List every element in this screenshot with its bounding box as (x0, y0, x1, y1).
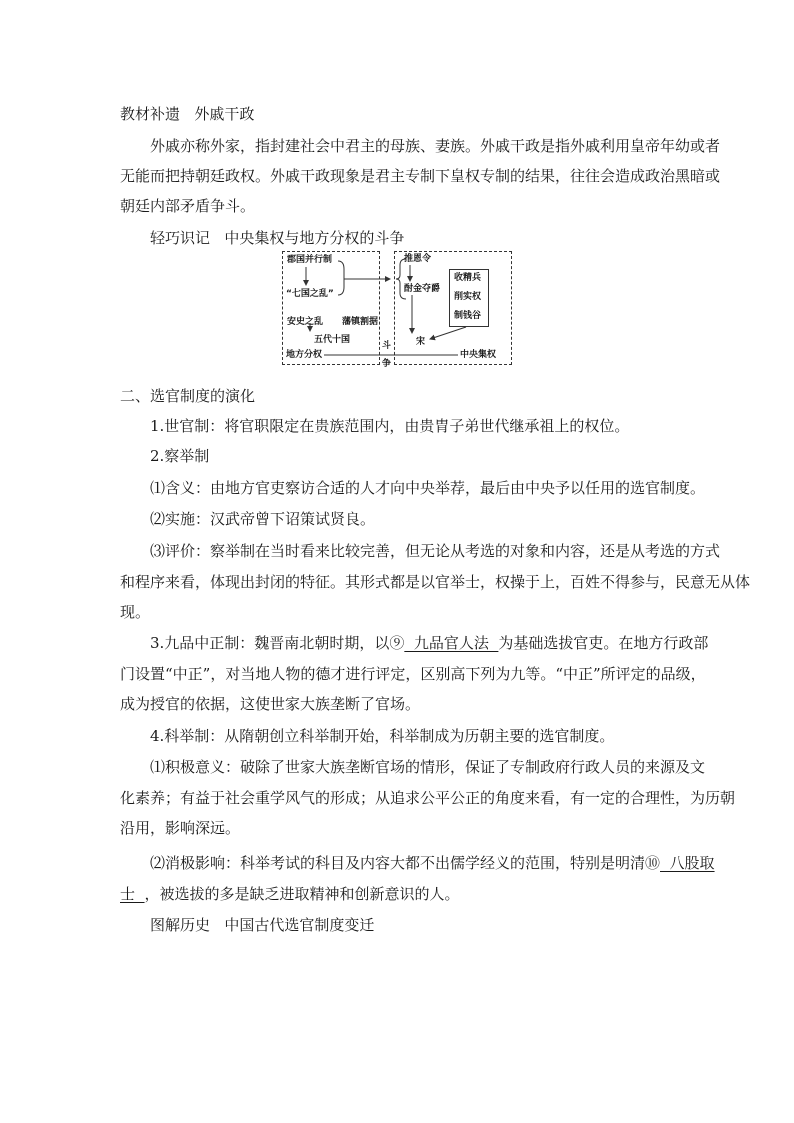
label-zhou-jin: 酎金夺爵 (404, 284, 441, 294)
item-4-2-post: ，被选拔的多是缺乏进取精神和创新意识的人。 (144, 885, 460, 903)
section-heading-qingqiao (150, 228, 404, 248)
label-dou: 斗 (382, 341, 392, 351)
item-3-line: 门设置“中正”，对当地人物的德才进行评定，区别高下列为九等。“中正”所评定的品级， (120, 665, 706, 683)
item-2-3-line: 现。 (120, 603, 151, 621)
answer-blank-10-cont: 士 (120, 885, 145, 903)
heading-title: 外戚干政 (194, 105, 255, 123)
label-xue-shi: 削实权 (454, 292, 482, 302)
item-2-2: ⑵实施：汉武帝曾下诏策试贤良。 (150, 510, 376, 528)
item-3 (150, 633, 708, 653)
item-3-pre: 3.九品中正制：魏晋南北朝时期，以⑨ (150, 634, 405, 652)
item-2-1: ⑴含义：由地方官吏察访合适的人才向中央举荐，最后由中央予以任用的选官制度。 (150, 479, 706, 497)
label-fan-zhen: 藩镇割据 (342, 317, 379, 327)
label-di-fang: 地方分权 (286, 350, 323, 360)
item-4-2 (150, 853, 715, 873)
label-zhong-yang: 中央集权 (460, 350, 497, 360)
heading-label: 教材补遗 (120, 105, 181, 123)
label-zheng: 争 (382, 359, 392, 369)
item-4: 4.科举制：从隋朝创立科举制开始，科举制成为历朝主要的选官制度。 (150, 727, 615, 745)
item-4-1-line: 沿用，影响深远。 (120, 819, 241, 837)
item-4-2-line (120, 884, 460, 904)
paragraph-line: 外戚亦称外家，指封建社会中君主的母族、妻族。外戚干政是指外戚利用皇帝年幼或者 (150, 137, 721, 155)
heading-title: 中央集权与地方分权的斗争 (224, 229, 405, 247)
section-heading-xuanguan: 二、选官制度的演化 (120, 387, 256, 405)
item-4-1-line: 化素养；有益于社会重学风气的形成；从追求公平公正的角度来看，有一定的合理性，为历朝 (120, 789, 736, 807)
label-tui-en: 推恩令 (404, 254, 432, 264)
section-heading-waiqi (120, 104, 254, 124)
centralization-diagram (282, 251, 514, 371)
paragraph-line: 无能而把持朝廷政权。外戚干政现象是君主专制下皇权专制的结果，往往会造成政治黑暗或 (120, 167, 721, 185)
item-3-line: 成为授官的依据，这使世家大族垄断了官场。 (120, 695, 421, 713)
label-an-shi: 安史之乱 (287, 317, 324, 327)
item-4-1-line: ⑴积极意义：破除了世家大族垄断官场的情形，保证了专制政府行政人员的来源及文 (150, 758, 706, 776)
label-jun-guo: 郡国并行制 (287, 255, 333, 265)
heading-title: 中国古代选官制度变迁 (224, 916, 375, 934)
answer-blank-9: 九品官人法 (404, 634, 499, 652)
label-qi-guo: “七国之乱” (286, 289, 334, 299)
heading-label: 轻巧识记 (150, 229, 211, 247)
answer-blank-10: 八股取 (660, 854, 715, 872)
item-2-3-line: ⑶评价：察举制在当时看来比较完善，但无论从考选的对象和内容，还是从考选的方式 (150, 542, 721, 560)
label-wu-dai: 五代十国 (314, 335, 351, 345)
heading-label: 图解历史 (150, 916, 211, 934)
label-zhi-qian: 制钱谷 (454, 311, 482, 321)
item-2: 2.察举制 (150, 447, 210, 465)
label-song: 宋 (416, 337, 426, 347)
item-4-2-pre: ⑵消极影响：科举考试的科目及内容大都不出儒学经义的范围，特别是明清⑩ (150, 854, 661, 872)
item-1: 1.世官制：将官职限定在贵族范围内，由贵胄子弟世代继承祖上的权位。 (150, 417, 630, 435)
item-3-post: 为基础选拔官吏。在地方行政部 (498, 634, 709, 652)
section-heading-tujie (150, 915, 374, 935)
paragraph-line: 朝廷内部矛盾争斗。 (120, 197, 256, 215)
item-2-3-line: 和程序来看，体现出封闭的特征。其形式都是以官举士，权操于上，百姓不得参与，民意无从体 (120, 573, 751, 591)
label-shou-jing: 收精兵 (454, 273, 482, 283)
